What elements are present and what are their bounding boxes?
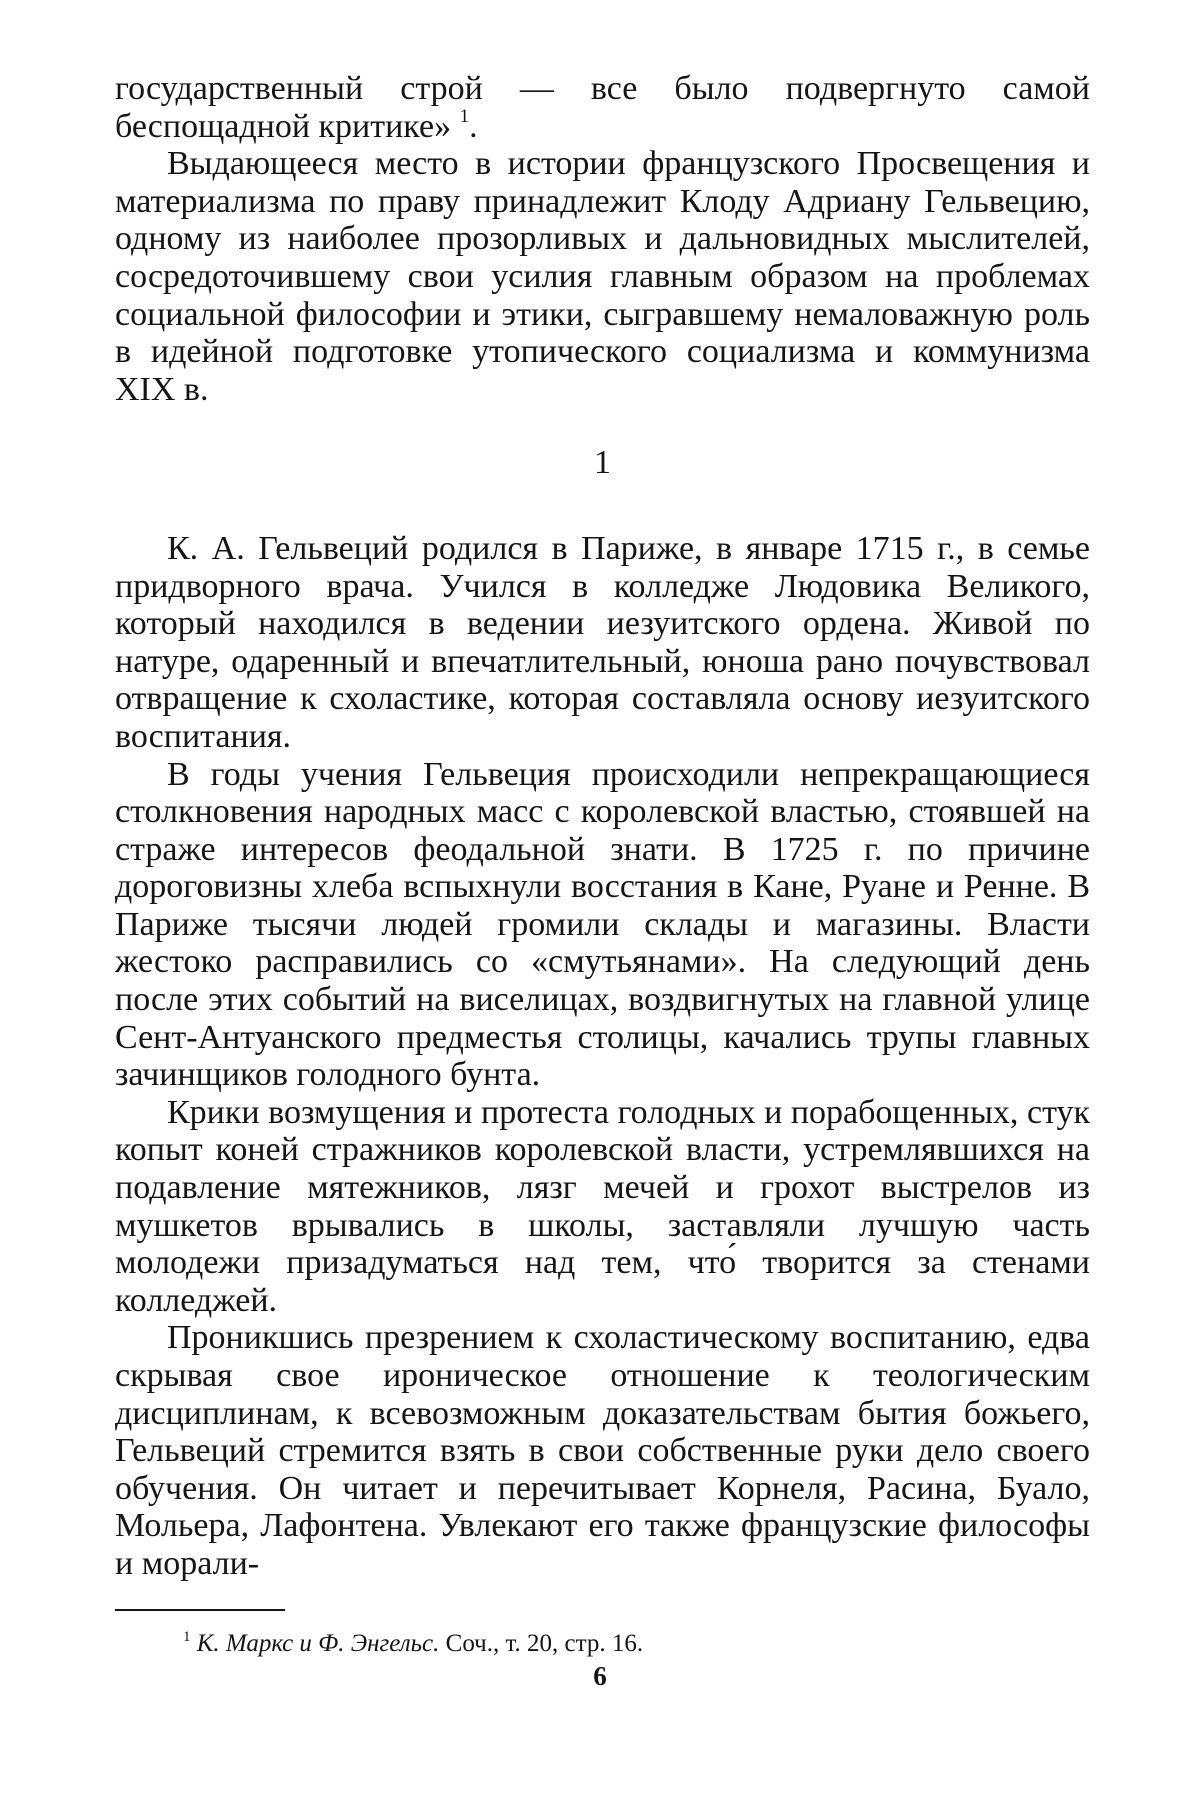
continuation-text: государственный строй — все было подвергнуто самой беспощадной критике» bbox=[115, 70, 1090, 145]
footnote-reference: 1 bbox=[459, 105, 470, 127]
page-number: 6 bbox=[593, 1661, 607, 1691]
body-paragraph: Проникшись презрением к схоластическому воспитанию, едва скрывая свое ироническое отношение к теологическим дисциплинам, к всевозможным доказательствам бытия божьего, Гельвеций стремится взять в свои собственные руки дело своего обучения. Он читает и перечитывает Корнеля, Расина, Буало, Мольера, Лафонтена. Увлекают его также французские философы и морали- bbox=[115, 1319, 1090, 1582]
intro-paragraph: Выдающееся место в истории французского Просвещения и материализма по праву принадлежит Клоду Адриану Гельвецию, одному из наиболее прозорливых и дальновидных мыслителей, сосредоточившему свои усилия главным образом на проблемах социальной философии и этики, сыгравшему немаловажную роль в идейной подготовке утопического социализма и коммунизма XIX в. bbox=[115, 145, 1090, 408]
body-paragraph: К. А. Гельвеций родился в Париже, в январе 1715 г., в семье придворного врача. Учился в колледже Людовика Великого, который находился в ведении иезуитского ордена. Живой по натуре, одаренный и впечатлительный, юноша рано почувствовал отвращение к схоластике, которая составляла основу иезуитского воспитания. bbox=[115, 529, 1090, 755]
footnote-number: 1 bbox=[183, 1628, 191, 1645]
continuation-tail: . bbox=[469, 107, 478, 145]
continuation-paragraph bbox=[115, 70, 1090, 145]
footnote-authors: К. Маркс и Ф. Энгельс. bbox=[196, 1629, 440, 1657]
body-paragraph: В годы учения Гельвеция происходили непрекращающиеся столкновения народных масс с королевской властью, стоявшей на страже интересов феодальной знати. В 1725 г. по причине дороговизны хлеба вспыхнули восстания в Кане, Руане и Ренне. В Париже тысячи людей громили склады и магазины. Власти жестоко расправились со «смутьянами». На следующий день после этих событий на виселицах, воздвигнутых на главной улице Сент-Антуанского предместья столицы, качались трупы главных зачинщиков голодного бунта. bbox=[115, 755, 1090, 1094]
footnote-source: Соч., т. 20, стр. 16. bbox=[439, 1629, 644, 1657]
footnote-divider bbox=[115, 1609, 285, 1611]
body-paragraph: Крики возмущения и протеста голодных и порабощенных, стук копыт коней стражников королевской власти, устремлявшихся на подавление мятежников, лязг мечей и грохот выстрелов из мушкетов врывались в школы, заставляли лучшую часть молодежи призадуматься над тем, что́ творится за стенами колледжей. bbox=[115, 1093, 1090, 1319]
section-number: 1 bbox=[594, 444, 611, 482]
footnote bbox=[115, 1629, 1090, 1659]
